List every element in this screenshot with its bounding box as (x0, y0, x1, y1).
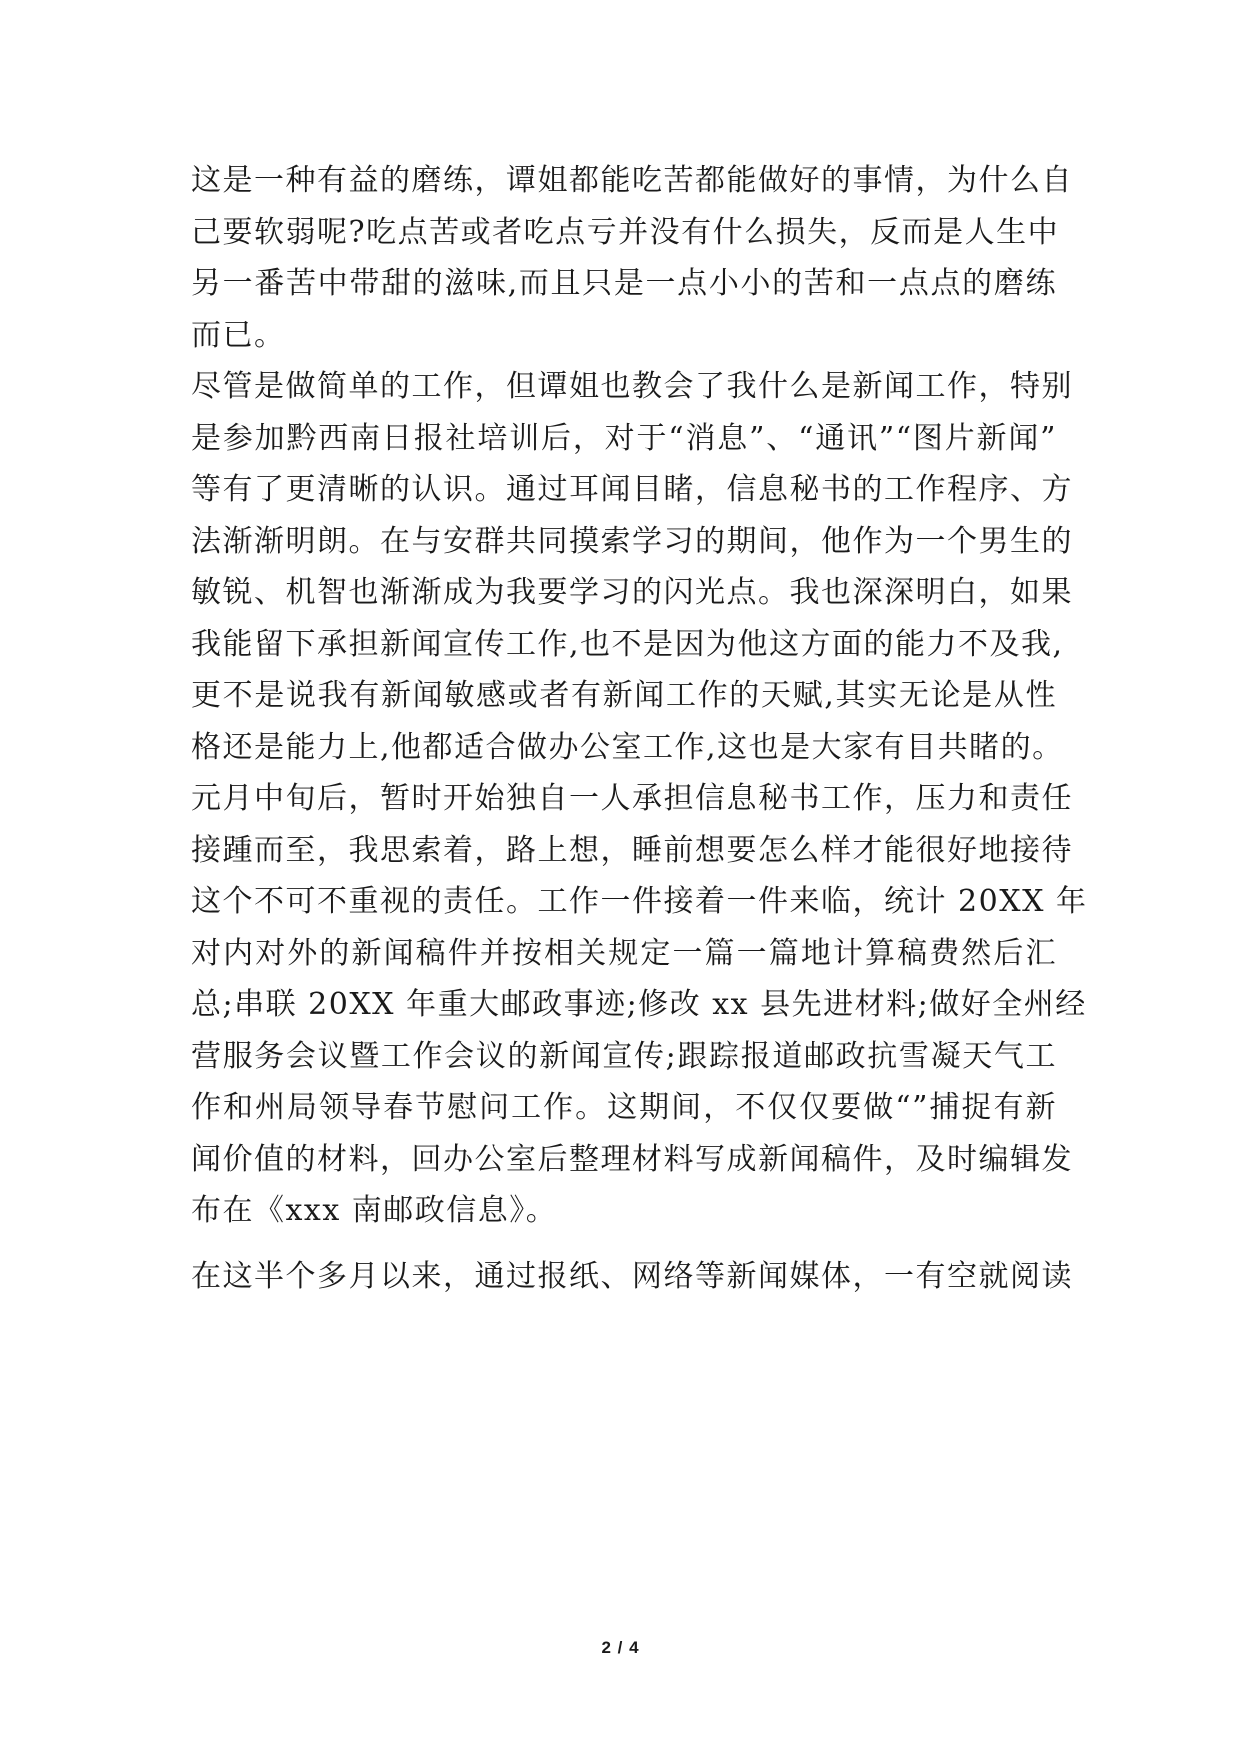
text-line: 接踵而至，我思索着，路上想，睡前想要怎么样才能很好地接待 (191, 832, 1073, 868)
paragraph-spacer (191, 1237, 1057, 1251)
text-line: 在这半个多月以来，通过报纸、网络等新闻媒体，一有空就阅读 (191, 1258, 1073, 1294)
text-line: 敏锐、机智也渐渐成为我要学习的闪光点。我也深深明白，如果 (191, 575, 1073, 610)
text-line: 而已。 (191, 317, 286, 353)
text-line: 这是一种有益的磨练，谭姐都能吃苦都能做好的事情，为什么自 (191, 163, 1073, 198)
page-number: 2 / 4 (601, 1638, 640, 1657)
text-line: 闻价值的材料，回办公室后整理材料写成新闻稿件，及时编辑发 (191, 1141, 1073, 1177)
paragraph-1 (191, 155, 1073, 361)
text-line: 另一番苦中带甜的滋味,而且只是一点小小的苦和一点点的磨练 (191, 266, 1057, 301)
text-line: 作和州局领导春节慰问工作。这期间，不仅仅要做“”捕捉有新 (191, 1090, 1057, 1125)
text-line: 格还是能力上,他都适合做办公室工作,这也是大家有目共睹的。 (191, 729, 1064, 765)
text-line: 营服务会议暨工作会议的新闻宣传;跟踪报道邮政抗雪凝天气工 (191, 1038, 1057, 1074)
text-line: 尽管是做简单的工作，但谭姐也教会了我什么是新闻工作，特别 (191, 369, 1073, 404)
text-line: 己要软弱呢?吃点苦或者吃点亏并没有什么损失，反而是人生中 (191, 214, 1060, 250)
body-text (191, 155, 1088, 1302)
text-line: 对内对外的新闻稿件并按相关规定一篇一篇地计算稿费然后汇 (191, 935, 1057, 971)
text-line: 更不是说我有新闻敏感或者有新闻工作的天赋,其实无论是从性 (191, 678, 1057, 713)
paragraph-2 (191, 361, 1088, 1237)
text-line: 等有了更清晰的认识。通过耳闻目睹，信息秘书的工作程序、方 (191, 472, 1073, 507)
text-line: 元月中旬后，暂时开始独自一人承担信息秘书工作，压力和责任 (191, 781, 1073, 816)
text-line: 这个不可不重视的责任。工作一件接着一件来临，统计 20XX 年 (191, 884, 1088, 919)
paragraph-3 (191, 1251, 1073, 1303)
text-line: 是参加黔西南日报社培训后，对于“消息”、“通讯”“图片新闻” (191, 420, 1057, 456)
text-line: 总;串联 20XX 年重大邮政事迹;修改 xx 县先进材料;做好全州经 (191, 987, 1087, 1022)
text-line: 布在《xxx 南邮政信息》。 (191, 1193, 558, 1228)
text-line: 我能留下承担新闻宣传工作,也不是因为他这方面的能力不及我, (191, 626, 1064, 662)
text-line: 法渐渐明朗。在与安群共同摸索学习的期间，他作为一个男生的 (191, 523, 1073, 559)
